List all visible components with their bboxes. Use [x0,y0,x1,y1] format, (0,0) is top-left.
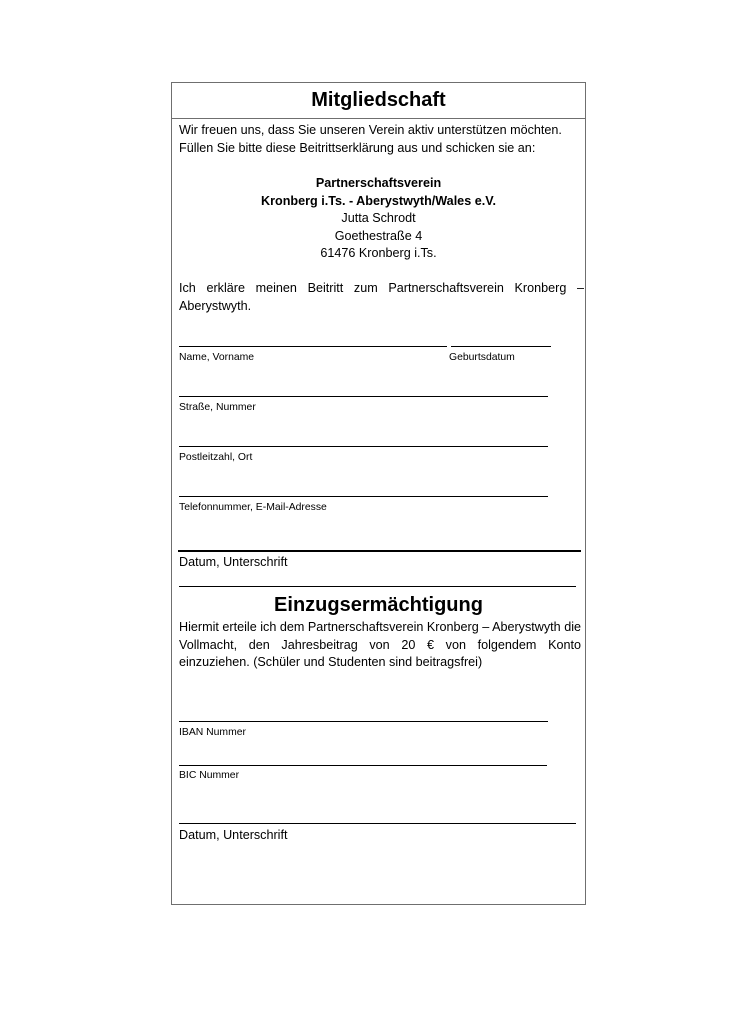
name-label: Name, Vorname [179,352,255,363]
birthdate-input-line[interactable] [451,346,551,347]
debit-date-signature-label: Datum, Unterschrift [179,828,288,842]
street-label: Straße, Nummer [179,402,256,413]
address-city: 61476 Kronberg i.Ts. [320,246,437,260]
section-divider [179,586,576,587]
club-address [172,175,585,263]
bic-label: BIC Nummer [179,770,240,781]
club-name-line-2: Kronberg i.Ts. - Aberystwyth/Wales e.V. [261,193,496,208]
street-input-line[interactable] [179,396,548,397]
phone-email-input-line[interactable] [179,496,548,497]
club-name-line-1: Partnerschaftsverein [315,176,442,190]
bic-input-line[interactable] [179,765,547,766]
intro-line-2: Füllen Sie bitte diese Beitrittserklärung aus und schicken sie an: [179,140,536,155]
membership-date-signature-label: Datum, Unterschrift [179,555,288,569]
membership-signature-line[interactable] [178,550,581,552]
intro-line-1: Wir freuen uns, dass Sie unseren Verein aktiv unterstützen möchten. [179,123,562,137]
intro-text [179,122,584,157]
iban-input-line[interactable] [179,721,548,722]
phone-email-label: Telefonnummer, E-Mail-Adresse [179,502,327,513]
birthdate-label: Geburtsdatum [449,352,515,363]
membership-form [171,82,586,905]
membership-title: Mitgliedschaft [172,83,585,119]
name-input-line[interactable] [179,346,447,347]
direct-debit-text: Hiermit erteile ich dem Partnerschaftsverein Kronberg – Aberystwyth die Vollmacht, den Jahresbeitrag von 20 € von folgendem Konto einzuziehen. (Schüler und Studenten sind beitragsfrei) [179,620,581,669]
iban-label: IBAN Nummer [179,727,246,738]
postcode-label: Postleitzahl, Ort [179,452,253,463]
membership-declaration: Ich erkläre meinen Beitritt zum Partnerschaftsverein Kronberg – Aberystwyth. [179,281,584,313]
address-street: Goethestraße 4 [334,228,423,243]
direct-debit-title: Einzugsermächtigung [274,594,483,616]
postcode-input-line[interactable] [179,446,548,447]
debit-signature-line[interactable] [179,823,576,824]
contact-person: Jutta Schrodt [341,211,416,225]
